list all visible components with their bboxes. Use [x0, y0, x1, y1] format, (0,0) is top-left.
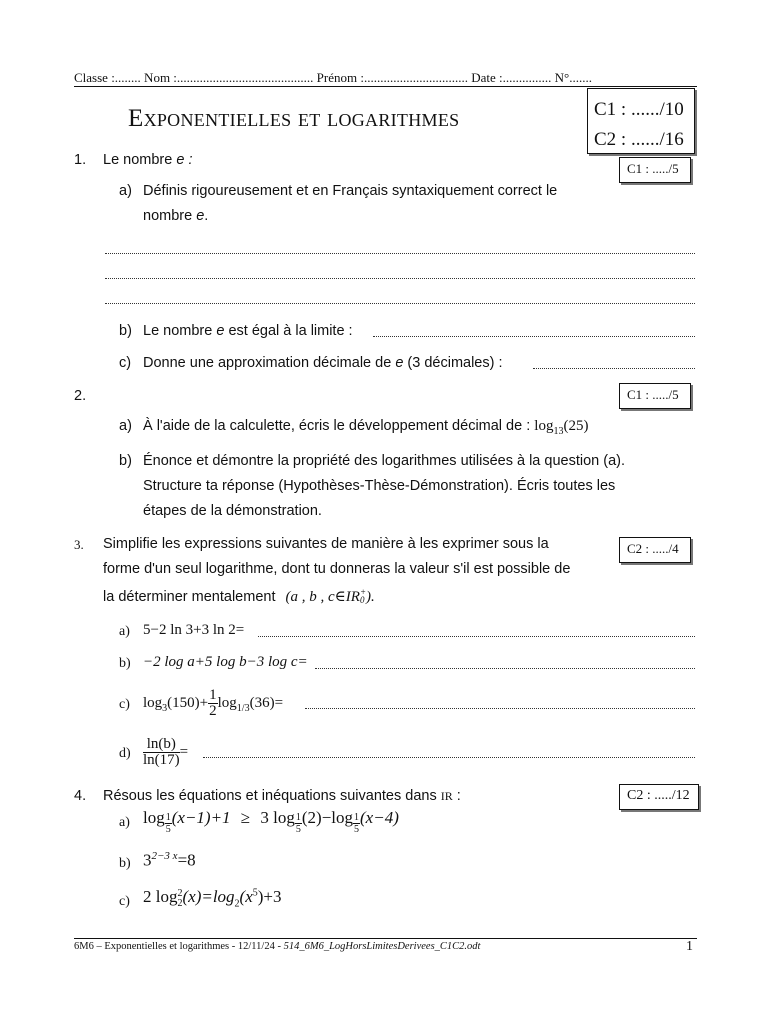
q4c-arg2-close: )+3 — [257, 887, 282, 906]
q3d-answer-line[interactable] — [203, 757, 695, 758]
q4a-ge: ≥ — [240, 808, 251, 827]
q1-score-box: C1 : ...../5 — [619, 157, 691, 183]
q3c-base2: 1/3 — [236, 702, 250, 714]
q3-number: 3. — [74, 537, 84, 552]
q4b-rhs: =8 — [177, 850, 196, 870]
q2a-base: 13 — [553, 426, 564, 437]
q4c-arg2-open: (x — [239, 887, 253, 906]
q3-domain — [286, 589, 375, 605]
q1-number: 1. — [74, 152, 87, 168]
q1a-text-nombre: nombre — [143, 208, 193, 224]
q4c-sub: 2 — [177, 898, 183, 909]
q3-score-box: C2 : ...../4 — [619, 537, 691, 563]
q3-line3 — [103, 585, 375, 610]
q3-domain-end: ). — [366, 589, 375, 605]
q2-score-box: C1 : ...../5 — [619, 383, 691, 409]
q3c-expr — [143, 688, 283, 719]
q3b-answer-line[interactable] — [315, 668, 695, 669]
q1a-answer-line-2[interactable] — [105, 278, 695, 279]
q3c-fraction — [208, 688, 218, 719]
q1c-text-part2: (3 décimales) : — [407, 355, 503, 371]
q4a-expr — [143, 808, 399, 835]
q4a-base2-num: 1 — [295, 812, 301, 823]
q2-number: 2. — [74, 388, 87, 404]
student-info-line: Classe :........ Nom :.......................................... Prénom :................................ Date :............... N°....... — [74, 70, 592, 85]
q3c-frac-num: 1 — [209, 687, 217, 703]
q3c-arg2: (36)= — [249, 694, 284, 711]
q3c-label: c) — [119, 697, 130, 712]
q3c-frac-den: 2 — [209, 703, 217, 719]
q1a-period: . — [204, 208, 209, 224]
q3d-expr — [143, 737, 188, 768]
q4a-base2 — [295, 812, 302, 835]
q3d-eq: = — [179, 743, 189, 760]
q4a-base3-den: 5 — [354, 824, 360, 835]
q3c-log2: log — [217, 694, 237, 711]
q4b-base: 3 — [143, 850, 152, 870]
q4a-arg2: (2)−log — [301, 808, 354, 827]
q4c-expr — [143, 887, 282, 909]
q4-text-body: Résous les équations et inéquations suivantes dans — [103, 788, 437, 804]
q3a-answer-line[interactable] — [258, 636, 695, 637]
q1-title-text: Le nombre — [103, 152, 173, 168]
q3b-expr: −2 log a+5 log b−3 log c= — [143, 654, 308, 670]
q4a-base3 — [353, 812, 360, 835]
q4-score-box: C2 : ...../12 — [619, 784, 699, 810]
q4a-base3-num: 1 — [354, 812, 360, 823]
q4-text-end: : — [452, 788, 461, 804]
q4-number: 4. — [74, 788, 87, 804]
q2a-text-body: À l'aide de la calculette, écris le développement décimal de : — [143, 418, 531, 434]
q1a-label: a) — [119, 183, 132, 199]
q3d-fraction — [143, 737, 180, 768]
q1-title-var: e — [176, 152, 185, 168]
q3d-label: d) — [119, 746, 131, 761]
q1b-label: b) — [119, 323, 132, 339]
q4a-log1: log — [143, 808, 165, 827]
q3-line2: forme d'un seul logarithme, dont tu donneras la valeur s'il est possible de — [103, 561, 571, 577]
q1c-var: e — [395, 355, 404, 371]
q1a-var: e — [196, 208, 205, 224]
q2b-label: b) — [119, 453, 132, 469]
q4a-arg1: (x−1)+1 — [171, 808, 231, 827]
q2b-line1: Énonce et démontre la propriété des logarithmes utilisées à la question (a). — [143, 453, 625, 469]
q3-domain-sup: + — [359, 587, 367, 597]
q2a-text — [143, 414, 588, 444]
q1-title — [103, 148, 193, 173]
header-divider — [74, 86, 697, 87]
q1b-text — [143, 319, 353, 344]
q1-title-suffix: : — [184, 152, 193, 168]
footer-divider — [74, 938, 697, 939]
q1b-text-part2: est égal à la limite : — [228, 323, 353, 339]
q3-domain-main: (a , b , c∈IR — [285, 589, 360, 605]
q2b-line3: étapes de la démonstration. — [143, 503, 322, 519]
c2-total-score: C2 : ....../16 — [594, 129, 684, 150]
q1b-text-part1: Le nombre — [143, 323, 213, 339]
q3a-expr: 5−2 ln 3+3 ln 2= — [143, 622, 245, 638]
q3-line3-text: la déterminer mentalement — [103, 589, 276, 605]
q4a-base1 — [165, 812, 172, 835]
q1b-var: e — [216, 323, 225, 339]
q1a-text-line2 — [143, 204, 208, 229]
footer-text — [74, 941, 480, 952]
q2a-label: a) — [119, 418, 132, 434]
q1c-answer-line[interactable] — [533, 368, 695, 369]
c1-total-score: C1 : ....../10 — [594, 99, 684, 120]
footer-filename: 514_6M6_LogHorsLimitesDerivees_C1C2.odt — [283, 941, 481, 952]
q1a-answer-line-1[interactable] — [105, 253, 695, 254]
q1c-label: c) — [119, 355, 132, 371]
q4b-label: b) — [119, 856, 131, 871]
page-title: Exponentielles et logarithmes — [128, 105, 460, 132]
q2b-line2: Structure ta réponse (Hypothèses-Thèse-Démonstration). Écris toutes les — [143, 478, 616, 494]
q4c-label: c) — [119, 894, 130, 909]
q4c-lead: 2 log — [143, 887, 178, 906]
page-number: 1 — [686, 939, 693, 954]
q4c-sup: 2 — [177, 888, 183, 899]
q1c-text-part1: Donne une approximation décimale de — [143, 355, 392, 371]
q3a-label: a) — [119, 624, 130, 639]
q4a-arg3: (x−4) — [360, 808, 399, 827]
footer-course: 6M6 – Exponentielles et logarithmes - 12/11/24 - — [74, 941, 284, 952]
q1a-answer-line-3[interactable] — [105, 303, 695, 304]
q4a-mid: 3 log — [260, 808, 295, 827]
q4c-sub2: 2 — [234, 898, 240, 910]
q4c-arg1: (x)=log — [182, 887, 235, 906]
q3-line1: Simplifie les expressions suivantes de manière à les exprimer sous la — [103, 536, 549, 552]
total-score-box — [587, 88, 695, 154]
q4b-exp: 2−3 x — [151, 850, 178, 862]
q1c-text — [143, 351, 503, 376]
q2a-math — [534, 418, 589, 437]
q3b-label: b) — [119, 656, 131, 671]
q4c-arg2-sup: 5 — [252, 887, 258, 899]
q4-set: IR — [440, 789, 453, 803]
q4-text — [103, 784, 461, 809]
q4a-base1-num: 1 — [165, 812, 171, 823]
q2a-arg: (25) — [563, 418, 589, 434]
q3c-answer-line[interactable] — [305, 708, 695, 709]
q2a-log: log — [534, 418, 554, 434]
q4b-expr — [143, 850, 196, 871]
q4a-base1-den: 5 — [165, 824, 171, 835]
q3c-arg1: (150)+ — [167, 694, 209, 711]
q3d-den: ln(17) — [143, 752, 180, 768]
q4a-label: a) — [119, 815, 130, 830]
q3c-base1: 3 — [162, 702, 168, 714]
q4a-base2-den: 5 — [295, 824, 301, 835]
q3c-log1: log — [143, 694, 163, 711]
q1a-text-line1: Définis rigoureusement et en Français syntaxiquement correct le — [143, 183, 558, 199]
q3d-num: ln(b) — [143, 737, 180, 753]
q3-domain-sub: 0 — [359, 595, 365, 605]
q1b-answer-line[interactable] — [373, 336, 695, 337]
